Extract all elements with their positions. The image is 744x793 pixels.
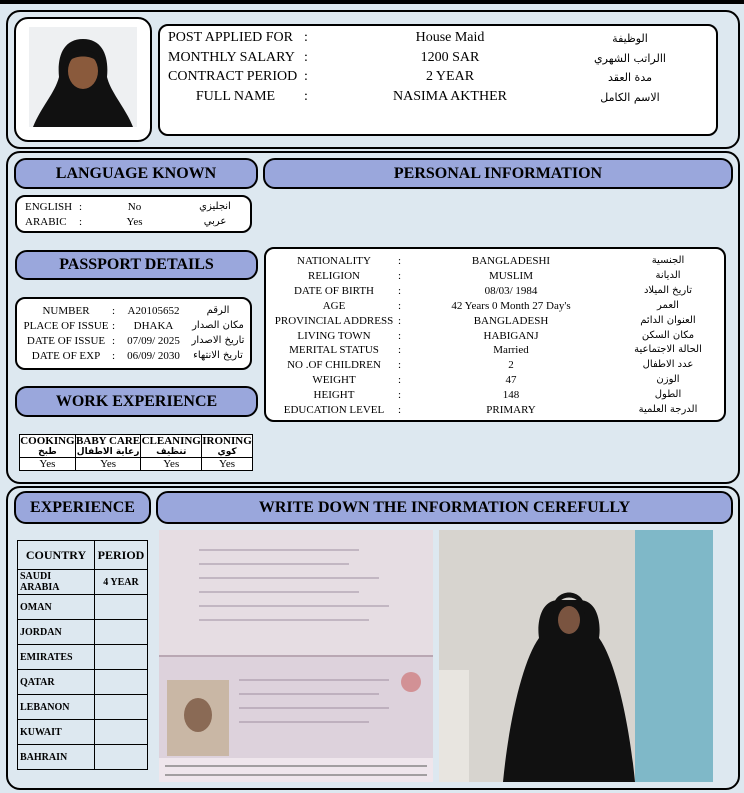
colon: :: [398, 359, 402, 372]
colon: :: [112, 305, 116, 317]
personal-label: WEIGHT: [312, 374, 356, 387]
profile-photo: [29, 27, 137, 127]
period-cell: [95, 595, 148, 620]
personal-value: Married: [493, 344, 529, 357]
personal-arabic: الطول: [654, 389, 682, 401]
period-cell: [95, 670, 148, 695]
personal-label: EDUCATION LEVEL: [283, 404, 385, 416]
personal-arabic: الوزن: [656, 374, 680, 386]
colon: :: [79, 201, 83, 213]
passport-arabic: تاريخ الانتهاء: [193, 350, 243, 361]
country-cell: KUWAIT: [18, 720, 95, 745]
personal-value: BANGLADESHI: [471, 255, 551, 267]
personal-arabic: الديانة: [655, 269, 681, 281]
personal-value: 2: [508, 359, 514, 372]
personal-value: PRIMARY: [486, 404, 536, 416]
header-value: House Maid: [415, 30, 485, 45]
skill-header: [20, 435, 76, 458]
header-label: FULL NAME: [195, 88, 276, 104]
skill-arabic: رعاية الاطفال: [76, 447, 140, 457]
skill-name: CLEANING: [141, 435, 201, 447]
passport-value: A20105652: [127, 305, 180, 317]
header-label: MONTHLY SALARY: [168, 49, 295, 65]
experience-row: [18, 570, 148, 595]
top-bar: [0, 0, 744, 4]
personal-value: 42 Years 0 Month 27 Day's: [451, 299, 571, 312]
header-arabic: مدة العقد: [608, 71, 652, 84]
personal-arabic: تاريخ الميلاد: [643, 284, 693, 296]
period-cell: [95, 620, 148, 645]
country-cell: QATAR: [18, 670, 95, 695]
language-box: [15, 195, 252, 233]
header-info-box: [158, 24, 718, 136]
passport-label: DATE OF EXP: [31, 350, 101, 362]
colon: :: [79, 216, 83, 228]
country-cell: SAUDI ARABIA: [18, 570, 95, 595]
skill-value: Yes: [75, 458, 141, 471]
passport-value: DHAKA: [133, 320, 174, 332]
personal-arabic: العنوان الدائم: [640, 314, 696, 326]
experience-title: EXPERIENCE: [14, 491, 151, 524]
language-title: LANGUAGE KNOWN: [14, 158, 258, 189]
colon: :: [398, 374, 402, 387]
colon: :: [304, 88, 308, 104]
passport-label: DATE OF ISSUE: [26, 335, 106, 347]
full-body-photo: [439, 530, 713, 782]
passport-box: [15, 297, 252, 370]
colon: :: [398, 314, 402, 327]
personal-label: HEIGHT: [313, 389, 355, 402]
personal-value: HABIGANJ: [483, 329, 539, 342]
colon: :: [112, 335, 116, 347]
personal-label: RELIGION: [308, 269, 360, 282]
experience-row: [18, 745, 148, 770]
personal-label: NATIONALITY: [297, 255, 371, 267]
language-label: ARABIC: [25, 216, 67, 228]
colon: :: [304, 69, 308, 84]
personal-value: BANGLADESH: [473, 314, 549, 327]
work-experience-title: WORK EXPERIENCE: [15, 386, 258, 417]
experience-row: [18, 720, 148, 745]
skill-value: Yes: [20, 458, 76, 471]
skill-arabic: تنظيف: [156, 447, 187, 457]
skill-name: COOKING: [20, 435, 75, 447]
personal-arabic: عدد الاطفال: [642, 359, 694, 371]
colon: :: [304, 49, 308, 65]
header-value: 2 YEAR: [425, 69, 475, 84]
skill-name: BABY CARE: [76, 435, 141, 447]
personal-arabic: الجنسية: [651, 255, 685, 266]
personal-arabic: الدرجة العلمية: [638, 404, 698, 415]
period-cell: [95, 645, 148, 670]
country-cell: EMIRATES: [18, 645, 95, 670]
personal-arabic: الحالة الاجتماعية: [634, 344, 702, 356]
experience-row: [18, 695, 148, 720]
header-arabic: االراتب الشهري: [594, 51, 666, 65]
personal-value: 47: [505, 374, 517, 387]
country-cell: LEBANON: [18, 695, 95, 720]
skill-header: [75, 435, 141, 458]
passport-arabic: الرقم: [206, 305, 230, 316]
language-arabic: عربي: [203, 216, 227, 227]
personal-value: 08/03/ 1984: [484, 284, 538, 297]
personal-value: MUSLIM: [488, 269, 533, 282]
country-cell: OMAN: [18, 595, 95, 620]
language-arabic: انجليزي: [199, 201, 231, 212]
personal-arabic: مكان السكن: [641, 329, 695, 341]
colon: :: [398, 255, 402, 267]
country-cell: JORDAN: [18, 620, 95, 645]
experience-row: [18, 595, 148, 620]
skill-value: Yes: [141, 458, 202, 471]
header-value: 1200 SAR: [420, 49, 480, 65]
header-label: CONTRACT PERIOD: [168, 69, 298, 84]
passport-value: 06/09/ 2030: [127, 350, 180, 362]
skill-arabic: طبخ: [38, 447, 57, 457]
colon: :: [398, 284, 402, 297]
period-cell: [95, 695, 148, 720]
personal-label: MERITAL STATUS: [289, 344, 379, 357]
personal-value: 148: [502, 389, 520, 402]
colon: :: [304, 30, 308, 45]
header-arabic: الوظيفة: [612, 32, 648, 45]
personal-info-box: [264, 247, 726, 422]
experience-row: [18, 620, 148, 645]
colon: :: [398, 329, 402, 342]
passport-label: PLACE OF ISSUE: [23, 320, 109, 332]
colon: :: [398, 269, 402, 282]
language-value: Yes: [126, 216, 143, 228]
colon: :: [112, 350, 116, 362]
passport-arabic: تاريخ الاصدار: [191, 335, 245, 346]
skill-header: [202, 435, 253, 458]
colon: :: [398, 299, 402, 312]
language-label: ENGLISH: [25, 201, 73, 213]
personal-label: DATE OF BIRTH: [293, 284, 374, 297]
passport-arabic: مكان الصدار: [192, 320, 244, 331]
passport-scan-image: [159, 530, 433, 782]
skill-arabic: كوي: [217, 447, 237, 457]
colon: :: [112, 320, 116, 332]
header-arabic: الاسم الكامل: [600, 90, 660, 104]
skill-header: [141, 435, 202, 458]
personal-label: LIVING TOWN: [297, 329, 371, 342]
period-cell: 4 YEAR: [95, 570, 148, 595]
period-cell: [95, 745, 148, 770]
experience-table: [17, 540, 148, 770]
write-down-title: WRITE DOWN THE INFORMATION CEREFULLY: [156, 491, 733, 524]
passport-title: PASSPORT DETAILS: [15, 250, 258, 280]
passport-value: 07/09/ 2025: [127, 335, 180, 347]
passport-label: NUMBER: [42, 305, 90, 317]
colon: :: [398, 404, 402, 416]
personal-arabic: العمر: [657, 299, 679, 311]
period-cell: [95, 720, 148, 745]
colon: :: [398, 389, 402, 402]
skill-name: IRONING: [202, 435, 252, 447]
header-value: NASIMA AKTHER: [393, 88, 507, 104]
colon: :: [398, 344, 402, 357]
language-value: No: [127, 201, 142, 213]
personal-label: PROVINCIAL ADDRESS: [274, 314, 394, 327]
personal-label: AGE: [322, 299, 346, 312]
skill-value: Yes: [202, 458, 253, 471]
experience-row: [18, 645, 148, 670]
experience-row: [18, 670, 148, 695]
personal-title: PERSONAL INFORMATION: [263, 158, 733, 189]
country-cell: BAHRAIN: [18, 745, 95, 770]
period-header: PERIOD: [95, 541, 148, 570]
header-label: POST APPLIED FOR: [168, 30, 294, 45]
skills-table: [19, 434, 253, 471]
country-header: COUNTRY: [18, 541, 95, 570]
personal-label: NO .OF CHILDREN: [287, 359, 381, 372]
